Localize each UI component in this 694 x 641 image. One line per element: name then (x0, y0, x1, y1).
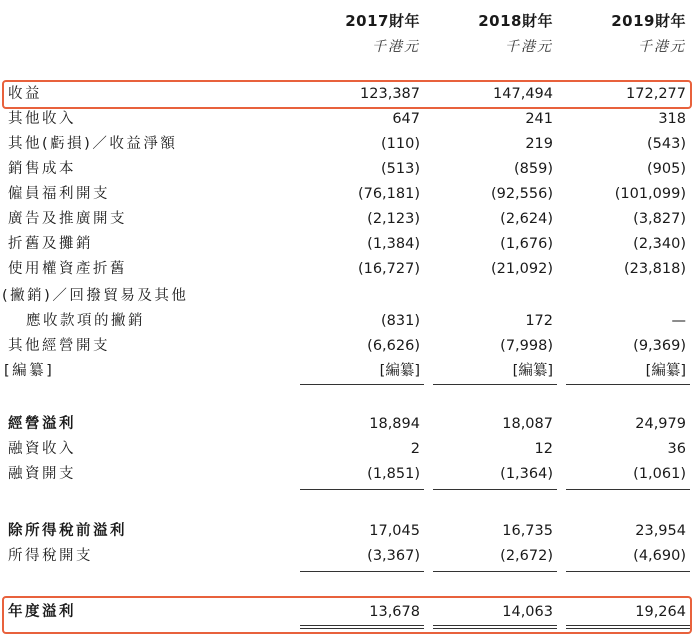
table-row-income-tax (0, 544, 694, 569)
row-label: (撇銷)／回撥貿易及其他 (2, 288, 189, 304)
cell-2019: (3,827) (633, 211, 686, 227)
table-row-cost-of-sales (0, 157, 694, 182)
cell-2019: — (671, 313, 686, 329)
subtotal-line (566, 384, 690, 385)
cell-2018: (92,556) (490, 186, 553, 202)
row-label: 其他(虧損)／收益淨額 (8, 136, 178, 152)
row-label: 除所得稅前溢利 (8, 523, 127, 539)
row-label: 折舊及攤銷 (8, 236, 93, 252)
cell-2017: (1,384) (367, 236, 420, 252)
header-unit-2018: 千港元 (505, 39, 553, 55)
table-row-revenue (0, 82, 694, 107)
row-label: 年度溢利 (8, 604, 76, 620)
table-row-other-income (0, 107, 694, 132)
header-year-2018: 2018財年 (478, 12, 553, 30)
cell-2019: 19,264 (635, 604, 686, 620)
cell-2019: 36 (667, 441, 686, 457)
table-row-writeoff-line2 (0, 309, 694, 334)
header-year-2019: 2019財年 (611, 12, 686, 30)
cell-2019: (4,690) (633, 548, 686, 564)
subtotal-line (566, 571, 690, 572)
cell-2017: 647 (392, 111, 420, 127)
cell-2018: 18,087 (502, 416, 553, 432)
cell-2018: 147,494 (493, 86, 553, 102)
cell-2017: [編纂] (379, 363, 420, 379)
table-row-finance-income (0, 437, 694, 462)
cell-2017: (16,727) (357, 261, 420, 277)
cell-2018: (2,624) (500, 211, 553, 227)
table-row-depreciation (0, 232, 694, 257)
cell-2018: 12 (534, 441, 553, 457)
cell-2018: (21,092) (490, 261, 553, 277)
cell-2017: 18,894 (369, 416, 420, 432)
table-row-finance-costs (0, 462, 694, 487)
cell-2019: (101,099) (614, 186, 686, 202)
row-label: 應收款項的撇銷 (26, 313, 145, 329)
table-row-profit-for-year (0, 600, 694, 625)
cell-2018: (1,676) (500, 236, 553, 252)
cell-2018: (7,998) (500, 338, 553, 354)
total-double-line (566, 625, 690, 629)
cell-2019: 24,979 (635, 416, 686, 432)
cell-2017: (1,851) (367, 466, 420, 482)
cell-2018: 241 (525, 111, 553, 127)
row-label: 其他收入 (8, 111, 76, 127)
row-label: 僱員福利開支 (8, 186, 110, 202)
subtotal-line (433, 571, 557, 572)
cell-2019: (2,340) (633, 236, 686, 252)
row-label: 廣告及推廣開支 (8, 211, 127, 227)
row-label: 所得稅開支 (8, 548, 93, 564)
row-label: 使用權資產折舊 (8, 261, 127, 277)
cell-2018: 14,063 (502, 604, 553, 620)
cell-2018: 16,735 (502, 523, 553, 539)
row-label: 融資開支 (8, 466, 76, 482)
cell-2019: [編纂] (645, 363, 686, 379)
cell-2018: (859) (514, 161, 553, 177)
cell-2019: 318 (658, 111, 686, 127)
table-row-operating-profit (0, 412, 694, 437)
row-label: [編纂] (4, 363, 55, 379)
cell-2018: (2,672) (500, 548, 553, 564)
header-unit-2017: 千港元 (372, 39, 420, 55)
cell-2017: (831) (381, 313, 420, 329)
cell-2018: (1,364) (500, 466, 553, 482)
cell-2017: (513) (381, 161, 420, 177)
row-label: 融資收入 (8, 441, 76, 457)
cell-2017: 2 (410, 441, 420, 457)
cell-2017: (110) (381, 136, 420, 152)
cell-2019: (23,818) (623, 261, 686, 277)
row-label: 其他經營開支 (8, 338, 110, 354)
table-row-other-gains (0, 132, 694, 157)
cell-2019: (1,061) (633, 466, 686, 482)
table-row-other-operating (0, 334, 694, 359)
cell-2017: (2,123) (367, 211, 420, 227)
subtotal-line (433, 384, 557, 385)
table-row-advertising (0, 207, 694, 232)
cell-2018: 172 (525, 313, 553, 329)
cell-2017: (6,626) (367, 338, 420, 354)
table-row-redacted (0, 359, 694, 384)
row-label: 銷售成本 (8, 161, 76, 177)
table-row-profit-before-tax (0, 519, 694, 544)
subtotal-line (300, 571, 424, 572)
subtotal-line (433, 489, 557, 490)
cell-2018: 219 (525, 136, 553, 152)
cell-2017: 17,045 (369, 523, 420, 539)
cell-2019: (9,369) (633, 338, 686, 354)
row-label: 經營溢利 (8, 416, 76, 432)
header-unit-2019: 千港元 (638, 39, 686, 55)
cell-2017: (3,367) (367, 548, 420, 564)
table-row-rou-depreciation (0, 257, 694, 282)
table-row-writeoff-line1 (0, 284, 694, 309)
cell-2019: 23,954 (635, 523, 686, 539)
total-double-line (433, 625, 557, 629)
row-label: 收益 (8, 86, 42, 102)
total-double-line (300, 625, 424, 629)
cell-2017: (76,181) (357, 186, 420, 202)
header-year-2017: 2017財年 (345, 12, 420, 30)
cell-2019: 172,277 (626, 86, 686, 102)
subtotal-line (300, 384, 424, 385)
cell-2019: (905) (647, 161, 686, 177)
cell-2017: 123,387 (360, 86, 420, 102)
subtotal-line (300, 489, 424, 490)
cell-2017: 13,678 (369, 604, 420, 620)
table-row-employee-benefits (0, 182, 694, 207)
subtotal-line (566, 489, 690, 490)
cell-2018: [編纂] (512, 363, 553, 379)
cell-2019: (543) (647, 136, 686, 152)
